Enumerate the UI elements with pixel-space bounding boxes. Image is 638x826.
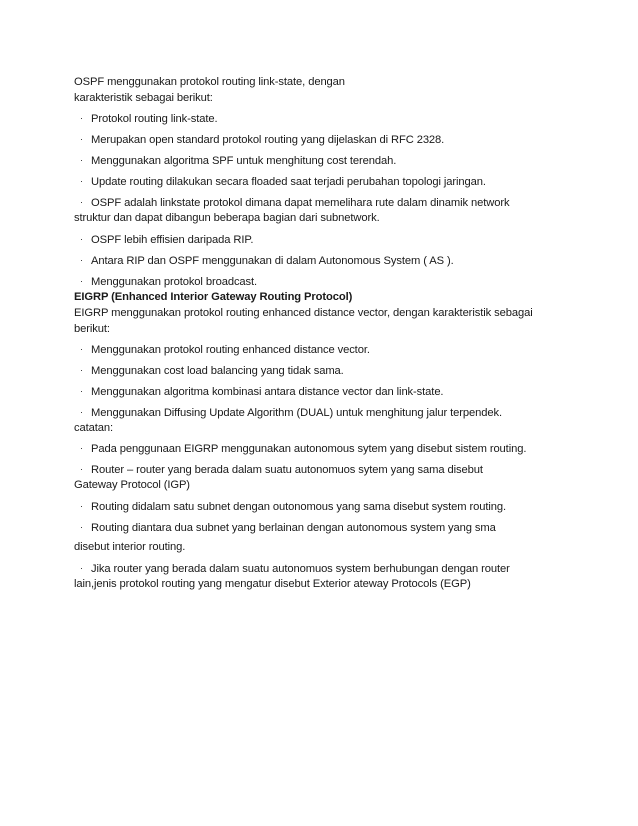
list-item-continuation: struktur dan dapat dibangun beberapa bagian dari subnetwork. — [74, 212, 380, 224]
list-item-text: Menggunakan algoritma kombinasi antara distance vector dan link-state. — [91, 386, 444, 398]
ospf-intro-line-2: karakteristik sebagai berikut: — [74, 92, 213, 104]
list-item — [74, 383, 574, 399]
list-item — [74, 152, 574, 168]
bullet-dot: · — [80, 155, 83, 165]
document-page — [74, 74, 574, 592]
list-item — [74, 110, 574, 126]
bullet-dot: · — [80, 113, 83, 123]
list-item — [74, 498, 574, 514]
bullet-dot: · — [80, 464, 83, 474]
list-item — [74, 194, 574, 210]
bullet-dot: · — [80, 522, 83, 532]
bullet-dot: · — [80, 134, 83, 144]
list-item-text: Menggunakan cost load balancing yang tidak sama. — [91, 365, 344, 377]
catatan-label: catatan: — [74, 422, 114, 434]
list-item-continuation: disebut interior routing. — [74, 541, 186, 553]
bullet-dot: · — [80, 197, 83, 207]
list-item — [74, 362, 574, 378]
list-item-text: Routing didalam satu subnet dengan outonomous yang sama disebut system routing. — [91, 501, 507, 513]
list-item-text: Menggunakan Diffusing Update Algorithm (DUAL) untuk menghitung jalur terpendek. — [91, 407, 503, 419]
list-item-text: OSPF adalah linkstate protokol dimana dapat memelihara rute dalam dinamik network — [91, 197, 510, 209]
list-item — [74, 560, 574, 576]
list-item-text: Menggunakan protokol broadcast. — [91, 276, 258, 288]
list-item-text: Antara RIP dan OSPF menggunakan di dalam Autonomous System ( AS ). — [91, 255, 454, 267]
ospf-bullet-list — [74, 110, 574, 289]
bullet-dot: · — [80, 344, 83, 354]
list-item — [74, 341, 574, 357]
list-item-continuation: lain,jenis protokol routing yang mengatur disebut Exterior ateway Protocols (EGP) — [74, 578, 471, 590]
bullet-dot: · — [80, 234, 83, 244]
list-item-text: Merupakan open standard protokol routing yang dijelaskan di RFC 2328. — [91, 134, 445, 146]
list-item-text: OSPF lebih effisien daripada RIP. — [91, 234, 254, 246]
list-item-text: Pada penggunaan EIGRP menggunakan autonomous sytem yang disebut sistem routing. — [91, 443, 527, 455]
bullet-dot: · — [80, 443, 83, 453]
bullet-dot: · — [80, 365, 83, 375]
ospf-intro-line-1: OSPF menggunakan protokol routing link-state, dengan — [74, 76, 345, 88]
list-item — [74, 404, 574, 420]
eigrp-heading: EIGRP (Enhanced Interior Gateway Routing Protocol) — [74, 291, 353, 303]
eigrp-bullet-list — [74, 341, 574, 420]
list-item — [74, 252, 574, 268]
catatan-bullet-list — [74, 440, 574, 592]
list-item-text: Menggunakan protokol routing enhanced distance vector. — [91, 344, 370, 356]
list-item — [74, 440, 574, 456]
list-item — [74, 231, 574, 247]
list-item — [74, 173, 574, 189]
eigrp-intro-line-2: berikut: — [74, 323, 110, 335]
bullet-dot: · — [80, 276, 83, 286]
list-item-text: Jika router yang berada dalam suatu autonomuos system berhubungan dengan router — [91, 563, 510, 575]
bullet-dot: · — [80, 176, 83, 186]
eigrp-intro-line-1: EIGRP menggunakan protokol routing enhanced distance vector, dengan karakteristik sebagai — [74, 307, 533, 319]
list-item — [74, 273, 574, 289]
list-item — [74, 461, 574, 477]
bullet-dot: · — [80, 386, 83, 396]
list-item-text: Routing diantara dua subnet yang berlainan dengan autonomous system yang sma — [91, 522, 496, 534]
list-item-text: Router – router yang berada dalam suatu autonomuos sytem yang sama disebut — [91, 464, 483, 476]
list-item — [74, 519, 574, 535]
bullet-dot: · — [80, 563, 83, 573]
list-item-text: Update routing dilakukan secara floaded saat terjadi perubahan topologi jaringan. — [91, 176, 486, 188]
list-item-text: Protokol routing link-state. — [91, 113, 218, 125]
bullet-dot: · — [80, 501, 83, 511]
list-item — [74, 131, 574, 147]
list-item-text: Menggunakan algoritma SPF untuk menghitung cost terendah. — [91, 155, 397, 167]
bullet-dot: · — [80, 407, 83, 417]
bullet-dot: · — [80, 255, 83, 265]
list-item-continuation: Gateway Protocol (IGP) — [74, 479, 190, 491]
